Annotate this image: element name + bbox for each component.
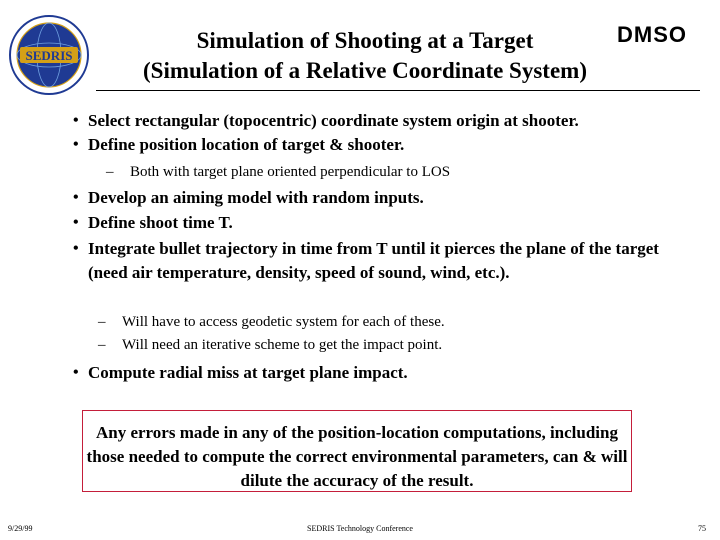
subbullet-text: Both with target plane oriented perpendicular to LOS bbox=[130, 164, 451, 180]
subbullet-5-1 bbox=[98, 312, 702, 332]
bullet-6 bbox=[73, 362, 688, 383]
svg-text:DMSO: DMSO bbox=[617, 22, 687, 47]
bullet-1 bbox=[73, 110, 688, 131]
bullet-text: Define shoot time T. bbox=[88, 213, 233, 232]
subbullet-text: Will need an iterative scheme to get the impact point. bbox=[122, 337, 443, 353]
bullet-dot: • bbox=[73, 214, 79, 231]
warning-callout: Any errors made in any of the position-location computations, including those needed to compute the correct environmental parameters, can & will dilute the accuracy of the result. bbox=[82, 410, 632, 492]
title-line-2: (Simulation of a Relative Coordinate System) bbox=[143, 58, 587, 83]
dash-marker: – bbox=[106, 164, 114, 180]
bullet-dot: • bbox=[73, 136, 79, 153]
bullet-dot: • bbox=[73, 112, 79, 129]
svg-text:SEDRIS: SEDRIS bbox=[25, 48, 73, 63]
bullet-5 bbox=[73, 237, 678, 285]
footer-date: 9/29/99 bbox=[8, 524, 33, 533]
footer-page-number: 75 bbox=[698, 524, 706, 533]
bullet-3 bbox=[73, 187, 688, 208]
bullet-text: Define position location of target & shooter. bbox=[88, 135, 405, 154]
bullet-2 bbox=[73, 134, 688, 155]
slide-title bbox=[90, 26, 640, 86]
dash-marker: – bbox=[98, 337, 106, 353]
bullet-text: Select rectangular (topocentric) coordinate system origin at shooter. bbox=[88, 111, 579, 130]
title-divider bbox=[96, 90, 700, 91]
bullet-dot: • bbox=[73, 240, 79, 257]
footer-conference: SEDRIS Technology Conference bbox=[307, 524, 413, 533]
sedris-logo bbox=[8, 14, 90, 96]
subbullet-5-2 bbox=[98, 335, 702, 355]
bullet-4 bbox=[73, 212, 688, 233]
subbullet-2-1 bbox=[106, 162, 710, 182]
dash-marker: – bbox=[98, 314, 106, 330]
title-line-1: Simulation of Shooting at a Target bbox=[196, 28, 534, 53]
bullet-dot: • bbox=[73, 189, 79, 206]
subbullet-text: Will have to access geodetic system for each of these. bbox=[122, 314, 445, 330]
bullet-text: Integrate bullet trajectory in time from T until it pierces the plane of the target (need air temperature, density, speed of sound, wind, etc.). bbox=[88, 239, 659, 282]
bullet-dot: • bbox=[73, 364, 79, 381]
bullet-text: Develop an aiming model with random inputs. bbox=[88, 188, 424, 207]
bullet-text: Compute radial miss at target plane impact. bbox=[88, 363, 408, 382]
